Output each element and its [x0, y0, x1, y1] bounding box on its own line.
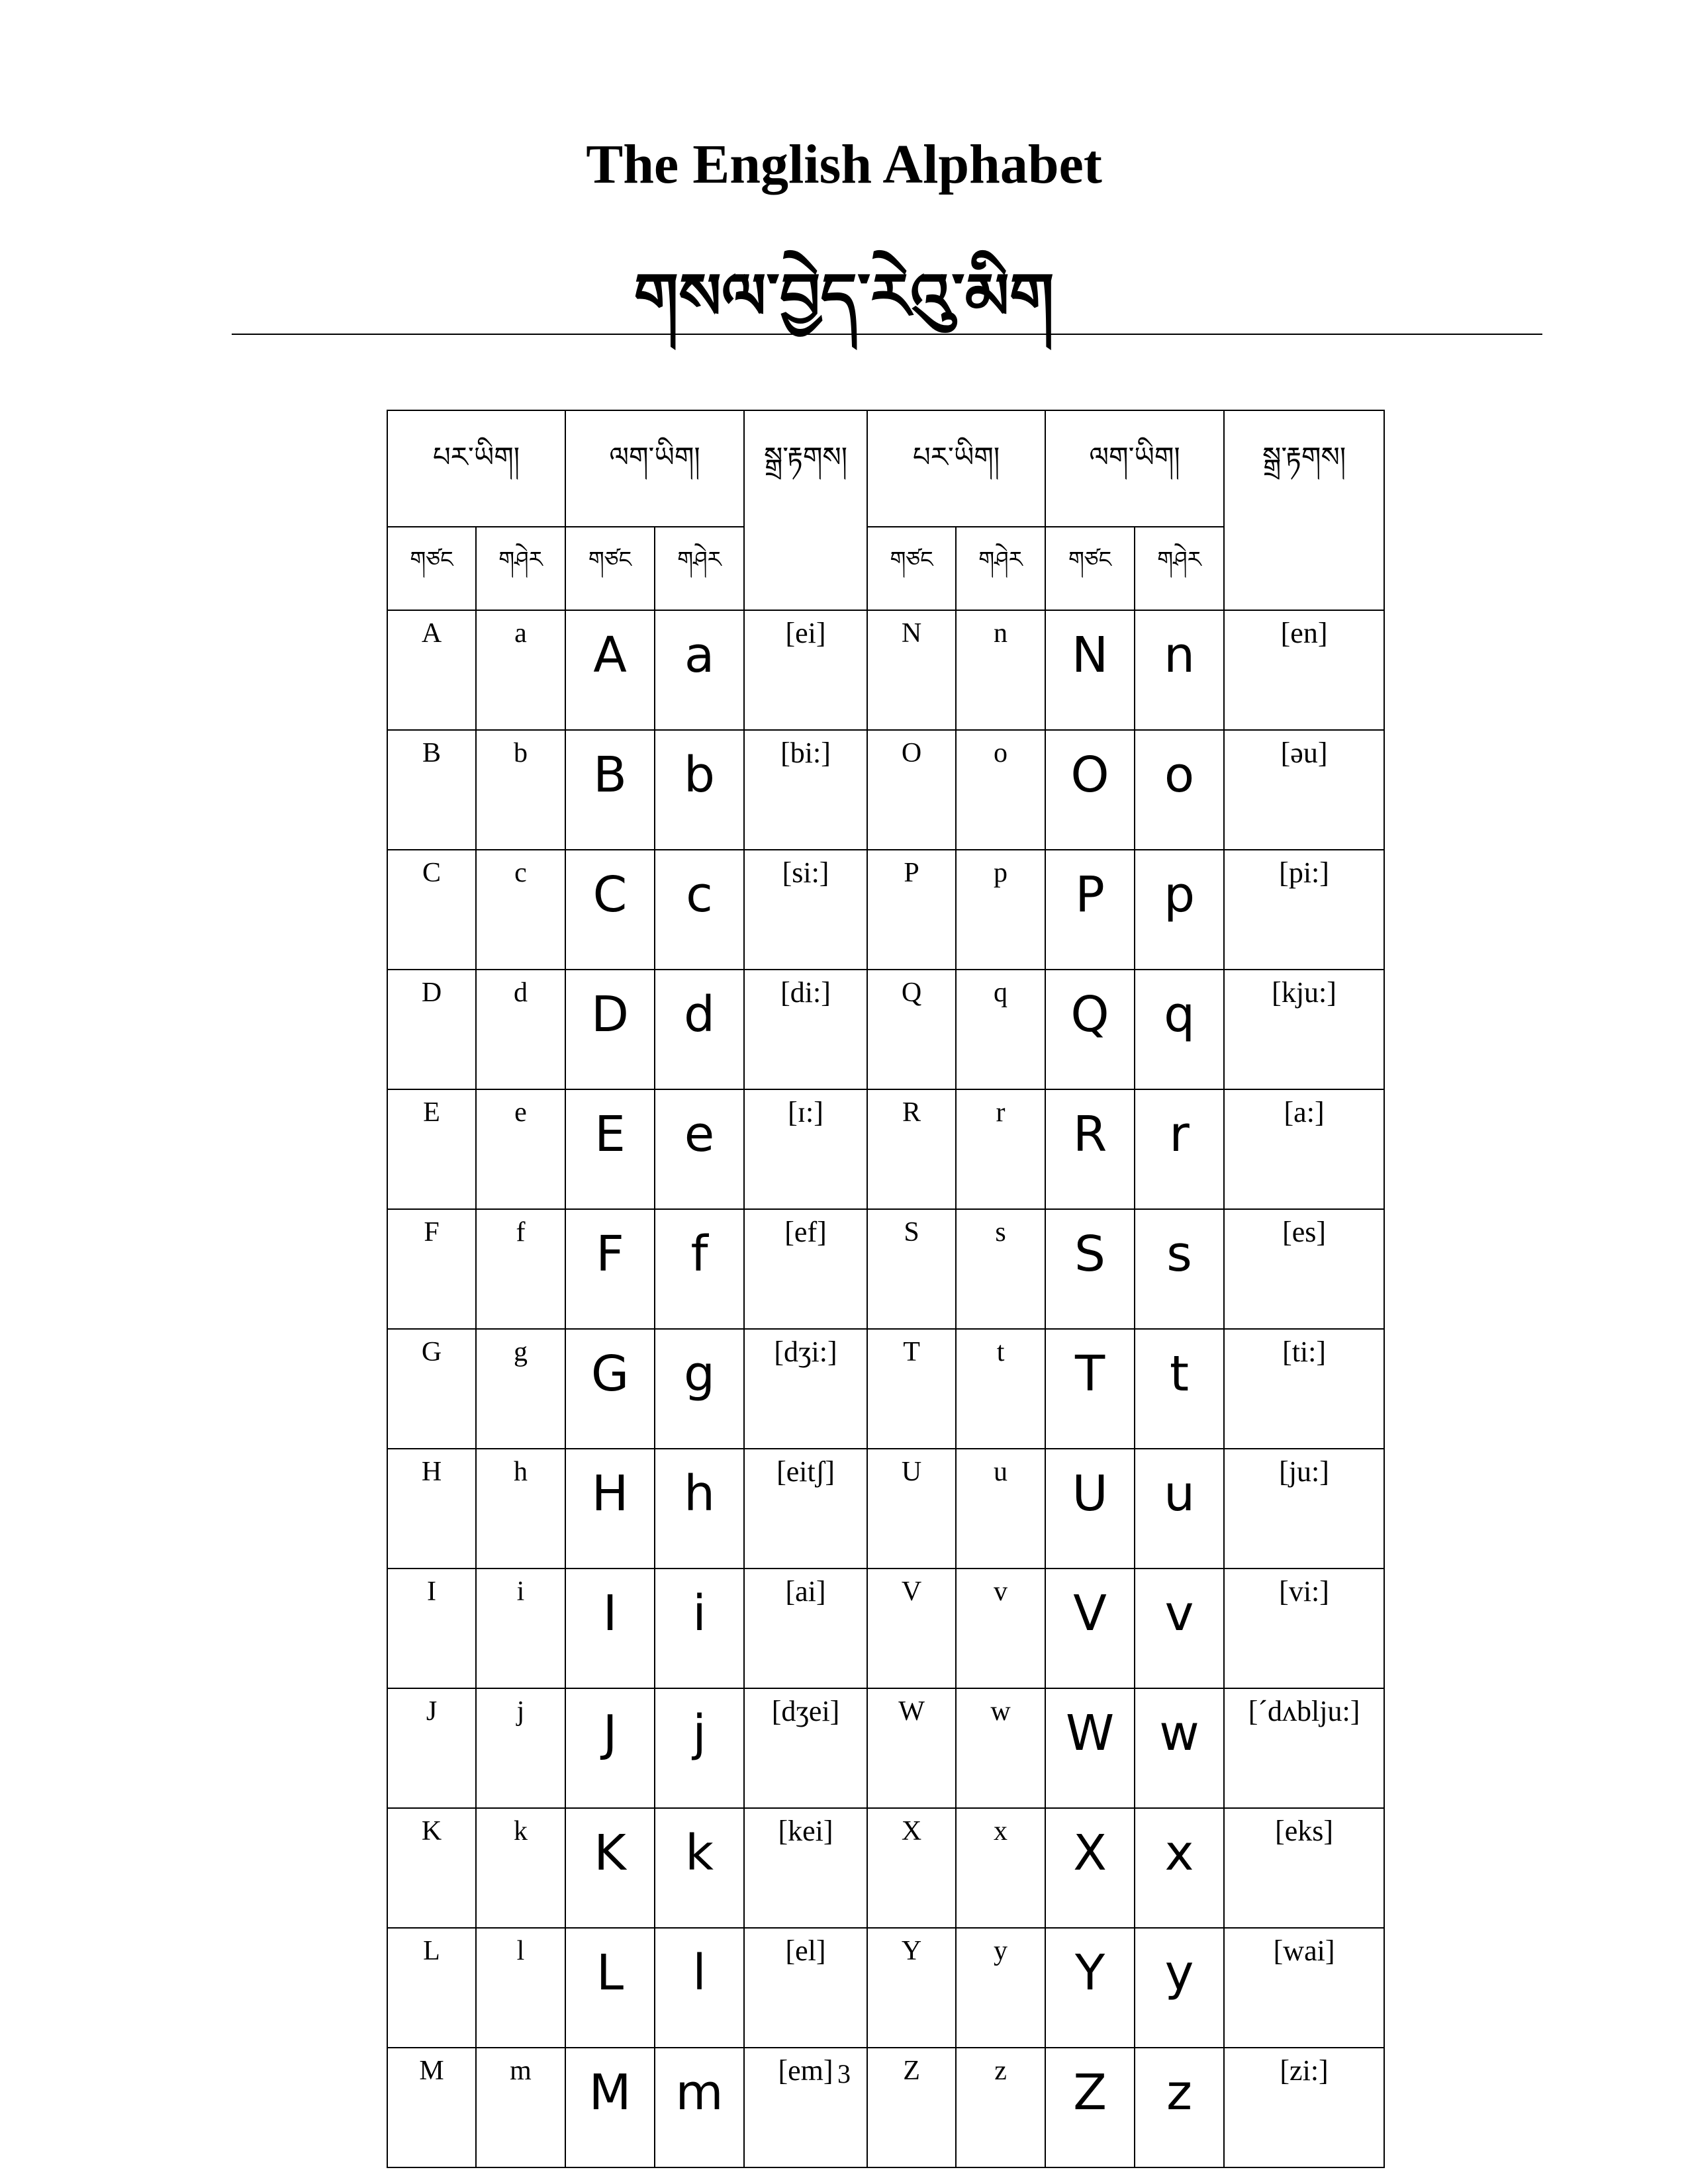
handwriting-small: y: [1135, 1928, 1224, 2048]
handwriting-small: r: [1135, 1089, 1224, 1209]
handwriting-small: v: [1135, 1569, 1224, 1688]
pronunciation: [si:]: [744, 850, 867, 970]
table-row: [387, 730, 1384, 850]
print-capital: E: [387, 1089, 476, 1209]
print-capital: R: [867, 1089, 956, 1209]
pronunciation: [es]: [1224, 1209, 1384, 1329]
pronunciation: [əu]: [1224, 730, 1384, 850]
print-small: c: [476, 850, 565, 970]
header-pronunciation-right: སྒྲ་རྟགས།: [1224, 410, 1384, 610]
pronunciation: [dʒi:]: [744, 1329, 867, 1449]
print-capital: L: [387, 1928, 476, 2048]
handwriting-capital: E: [565, 1089, 655, 1209]
print-capital: W: [867, 1688, 956, 1808]
print-capital: C: [387, 850, 476, 970]
handwriting-small: c: [655, 850, 744, 970]
table-row: [387, 970, 1384, 1089]
print-capital: H: [387, 1449, 476, 1569]
handwriting-capital: B: [565, 730, 655, 850]
print-capital: J: [387, 1688, 476, 1808]
handwriting-small: o: [1135, 730, 1224, 850]
page-title: The English Alphabet: [586, 134, 1102, 195]
handwriting-capital: U: [1045, 1449, 1135, 1569]
handwriting-capital: M: [565, 2048, 655, 2167]
pronunciation: [pi:]: [1224, 850, 1384, 970]
subheader-capital: གཙང: [867, 527, 956, 610]
handwriting-capital: G: [565, 1329, 655, 1449]
handwriting-small: j: [655, 1688, 744, 1808]
print-small: r: [956, 1089, 1045, 1209]
print-capital: A: [387, 610, 476, 730]
pronunciation: [eitʃ]: [744, 1449, 867, 1569]
print-capital: P: [867, 850, 956, 970]
pronunciation: [ef]: [744, 1209, 867, 1329]
handwriting-small: f: [655, 1209, 744, 1329]
table-row: [387, 1209, 1384, 1329]
handwriting-small: m: [655, 2048, 744, 2167]
handwriting-small: i: [655, 1569, 744, 1688]
handwriting-small: e: [655, 1089, 744, 1209]
header-print-left: པར་ཡིག།: [387, 410, 565, 527]
pronunciation: [el]: [744, 1928, 867, 2048]
table-row: [387, 1089, 1384, 1209]
table-row: [387, 1688, 1384, 1808]
handwriting-small: n: [1135, 610, 1224, 730]
print-capital: X: [867, 1808, 956, 1928]
print-capital: D: [387, 970, 476, 1089]
print-capital: B: [387, 730, 476, 850]
subheader-small: གཤེར: [956, 527, 1045, 610]
handwriting-capital: K: [565, 1808, 655, 1928]
print-small: u: [956, 1449, 1045, 1569]
pronunciation: [ai]: [744, 1569, 867, 1688]
handwriting-capital: N: [1045, 610, 1135, 730]
title-divider: [232, 334, 1542, 335]
handwriting-small: a: [655, 610, 744, 730]
table-row: [387, 1808, 1384, 1928]
handwriting-small: u: [1135, 1449, 1224, 1569]
handwriting-small: s: [1135, 1209, 1224, 1329]
handwriting-capital: Y: [1045, 1928, 1135, 2048]
table-row: [387, 1928, 1384, 2048]
header-pronunciation-left: སྒྲ་རྟགས།: [744, 410, 867, 610]
handwriting-small: z: [1135, 2048, 1224, 2167]
handwriting-small: b: [655, 730, 744, 850]
header-handwriting-left: ལག་ཡིག།: [565, 410, 744, 527]
print-small: z: [956, 2048, 1045, 2167]
print-capital: M: [387, 2048, 476, 2167]
print-small: q: [956, 970, 1045, 1089]
print-small: s: [956, 1209, 1045, 1329]
handwriting-capital: H: [565, 1449, 655, 1569]
handwriting-small: w: [1135, 1688, 1224, 1808]
table-row: [387, 1449, 1384, 1569]
handwriting-capital: S: [1045, 1209, 1135, 1329]
print-small: m: [476, 2048, 565, 2167]
handwriting-small: p: [1135, 850, 1224, 970]
handwriting-small: d: [655, 970, 744, 1089]
print-capital: N: [867, 610, 956, 730]
handwriting-capital: X: [1045, 1808, 1135, 1928]
print-capital: Y: [867, 1928, 956, 2048]
pronunciation: [ju:]: [1224, 1449, 1384, 1569]
print-capital: Z: [867, 2048, 956, 2167]
subheader-small: གཤེར: [476, 527, 565, 610]
handwriting-capital: R: [1045, 1089, 1135, 1209]
handwriting-capital: F: [565, 1209, 655, 1329]
pronunciation: [bi:]: [744, 730, 867, 850]
print-small: t: [956, 1329, 1045, 1449]
print-small: y: [956, 1928, 1045, 2048]
print-small: x: [956, 1808, 1045, 1928]
handwriting-capital: T: [1045, 1329, 1135, 1449]
handwriting-small: l: [655, 1928, 744, 2048]
print-capital: V: [867, 1569, 956, 1688]
table-row: [387, 850, 1384, 970]
subheader-small: གཤེར: [655, 527, 744, 610]
pronunciation: [zi:]: [1224, 2048, 1384, 2167]
handwriting-capital: D: [565, 970, 655, 1089]
print-capital: U: [867, 1449, 956, 1569]
header-print-right: པར་ཡིག།: [867, 410, 1045, 527]
alphabet-table: [387, 410, 1385, 2168]
print-small: l: [476, 1928, 565, 2048]
pronunciation: [kei]: [744, 1808, 867, 1928]
handwriting-capital: C: [565, 850, 655, 970]
subheader-capital: གཙང: [1045, 527, 1135, 610]
handwriting-capital: V: [1045, 1569, 1135, 1688]
table-row: [387, 1329, 1384, 1449]
pronunciation: [em]: [744, 2048, 867, 2167]
print-small: k: [476, 1808, 565, 1928]
print-small: w: [956, 1688, 1045, 1808]
handwriting-capital: Q: [1045, 970, 1135, 1089]
print-small: h: [476, 1449, 565, 1569]
print-small: d: [476, 970, 565, 1089]
header-handwriting-right: ལག་ཡིག།: [1045, 410, 1224, 527]
handwriting-capital: Z: [1045, 2048, 1135, 2167]
pronunciation: [ti:]: [1224, 1329, 1384, 1449]
handwriting-small: x: [1135, 1808, 1224, 1928]
handwriting-small: q: [1135, 970, 1224, 1089]
print-small: f: [476, 1209, 565, 1329]
print-capital: Q: [867, 970, 956, 1089]
print-small: b: [476, 730, 565, 850]
print-capital: K: [387, 1808, 476, 1928]
print-small: e: [476, 1089, 565, 1209]
subheader-small: གཤེར: [1135, 527, 1224, 610]
print-small: n: [956, 610, 1045, 730]
pronunciation: [ɪ:]: [744, 1089, 867, 1209]
print-capital: G: [387, 1329, 476, 1449]
print-small: j: [476, 1688, 565, 1808]
handwriting-capital: L: [565, 1928, 655, 2048]
pronunciation: [dʒei]: [744, 1688, 867, 1808]
print-capital: O: [867, 730, 956, 850]
pronunciation: [a:]: [1224, 1089, 1384, 1209]
handwriting-capital: J: [565, 1688, 655, 1808]
print-capital: I: [387, 1569, 476, 1688]
print-small: i: [476, 1569, 565, 1688]
pronunciation: [ei]: [744, 610, 867, 730]
print-capital: S: [867, 1209, 956, 1329]
print-small: v: [956, 1569, 1045, 1688]
pronunciation: [kju:]: [1224, 970, 1384, 1089]
subheader-capital: གཙང: [387, 527, 476, 610]
print-small: g: [476, 1329, 565, 1449]
handwriting-capital: P: [1045, 850, 1135, 970]
page-number: 3: [837, 2059, 851, 2089]
table-header-row: [387, 410, 1384, 527]
handwriting-capital: I: [565, 1569, 655, 1688]
print-small: p: [956, 850, 1045, 970]
pronunciation: [eks]: [1224, 1808, 1384, 1928]
print-small: a: [476, 610, 565, 730]
pronunciation: [vi:]: [1224, 1569, 1384, 1688]
handwriting-small: g: [655, 1329, 744, 1449]
table-row: [387, 610, 1384, 730]
handwriting-small: t: [1135, 1329, 1224, 1449]
pronunciation: [di:]: [744, 970, 867, 1089]
page-subtitle-tibetan: གསལ་བྱེད་རེའུ་མིག: [633, 259, 1055, 334]
print-small: o: [956, 730, 1045, 850]
table-row: [387, 1569, 1384, 1688]
pronunciation: [en]: [1224, 610, 1384, 730]
handwriting-capital: O: [1045, 730, 1135, 850]
pronunciation: [wai]: [1224, 1928, 1384, 2048]
handwriting-small: k: [655, 1808, 744, 1928]
subheader-capital: གཙང: [565, 527, 655, 610]
pronunciation: [ˊdʌblju:]: [1224, 1688, 1384, 1808]
handwriting-small: h: [655, 1449, 744, 1569]
print-capital: F: [387, 1209, 476, 1329]
handwriting-capital: A: [565, 610, 655, 730]
print-capital: T: [867, 1329, 956, 1449]
handwriting-capital: W: [1045, 1688, 1135, 1808]
